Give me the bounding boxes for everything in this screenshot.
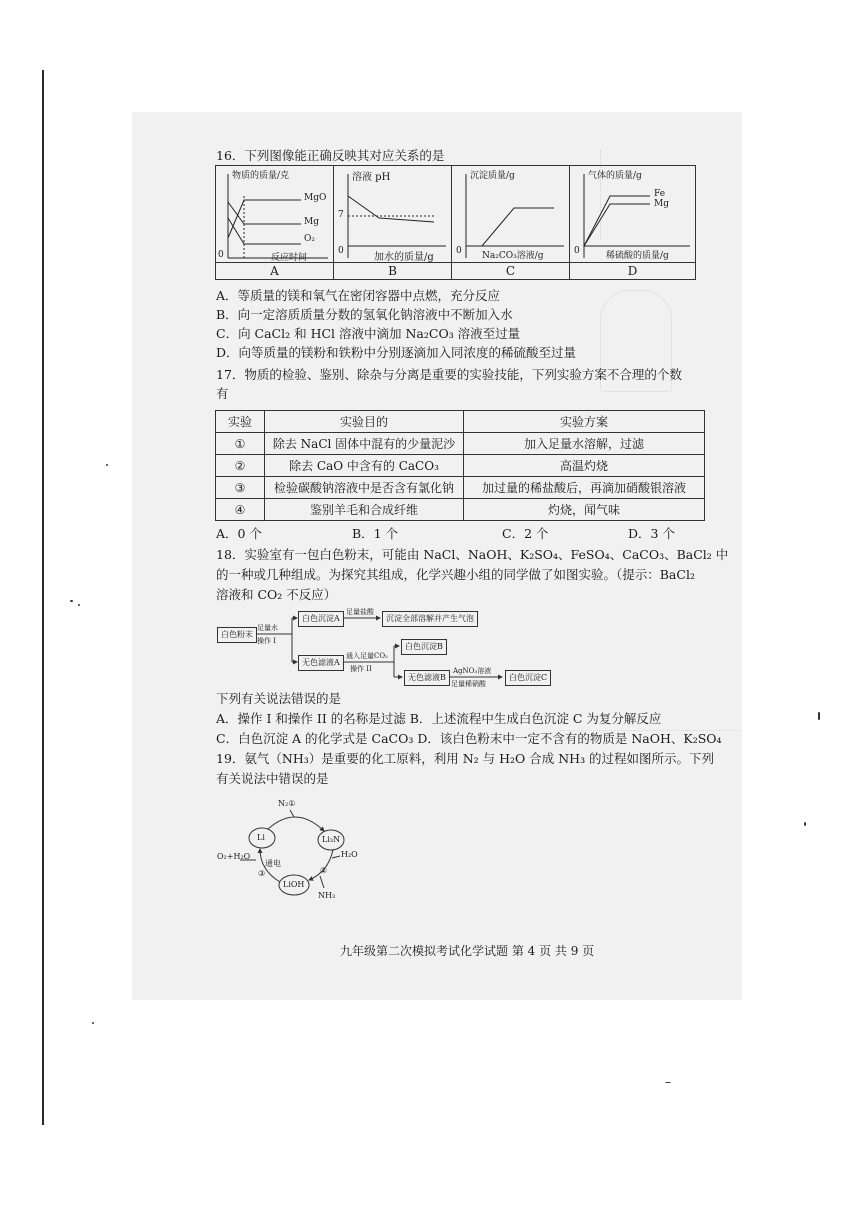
flow-precipitate-a: 白色沉淀A <box>298 611 344 627</box>
graph-b-origin: 0 <box>338 246 344 256</box>
q17-option-c: C．2 个 <box>502 526 549 541</box>
cycle-li: Li <box>257 833 265 842</box>
q16-option-c: C．向 CaCl₂ 和 HCl 溶液中滴加 Na₂CO₃ 溶液至过量 <box>216 326 521 341</box>
row-plan: 加过量的稀盐酸后，再滴加硝酸银溶液 <box>464 477 705 499</box>
table-row <box>216 455 705 477</box>
scan-speck <box>70 600 73 602</box>
q17-option-d: D．3 个 <box>628 526 675 541</box>
graph-a-xlabel: 反应时间 <box>271 253 308 263</box>
scan-speck <box>92 1022 94 1024</box>
flow-white-powder: 白色粉末 <box>217 627 257 643</box>
flow-precipitate-c: 白色沉淀C <box>505 670 551 686</box>
graph-d <box>570 166 695 262</box>
graph-a-label: A <box>216 263 334 280</box>
q18-options-cd: C．白色沉淀 A 的化学式是 CaCO₃ D．该白色粉末中一定不含有的物质是 NaOH、K₂SO₄ <box>216 731 722 746</box>
graph-c-ylabel: 沉淀质量/g <box>470 171 515 181</box>
cycle-o2-h2o: O₂+H₂O <box>217 852 251 861</box>
q17-option-a: A．0 个 <box>216 526 262 541</box>
scan-speck <box>818 712 820 720</box>
q16-stem: 16．下列图像能正确反映其对应关系的是 <box>216 148 445 163</box>
flow-step1-reagent: 足量水 <box>257 624 278 632</box>
flow-filtrate-a: 无色滤液A <box>298 655 344 671</box>
cycle-step2: ② <box>320 866 328 875</box>
scan-speck <box>804 822 806 826</box>
flow-agno3-reagent: AgNO₃溶液 <box>453 667 492 675</box>
q17-option-b: B．1 个 <box>352 526 399 541</box>
cycle-n2-text: N₂ <box>278 799 289 808</box>
cycle-step1: ① <box>288 799 296 808</box>
scan-speck <box>78 604 80 606</box>
row-plan: 灼烧，闻气味 <box>464 499 705 521</box>
table-row <box>216 433 705 455</box>
row-purpose: 检验碳酸钠溶液中是否含有氯化钠 <box>265 477 464 499</box>
q18-stem-line3: 溶液和 CO₂ 不反应） <box>216 587 337 602</box>
q16-option-a: A．等质量的镁和氧气在密闭容器中点燃，充分反应 <box>216 288 501 303</box>
graph-a-ylabel: 物质的质量/克 <box>232 171 290 181</box>
row-purpose: 鉴别羊毛和合成纤维 <box>265 499 464 521</box>
flow-step1-operation: 操作 I <box>257 637 276 645</box>
q17-experiment-table <box>215 410 705 521</box>
cycle-h2o: H₂O <box>341 850 358 859</box>
flow-dissolve-result: 沉淀全部溶解并产生气泡 <box>382 611 478 627</box>
graph-b-xlabel: 加水的质量/g <box>374 252 434 263</box>
q19-stem-line1: 19．氨气（NH₃）是重要的化工原料，利用 N₂ 与 H₂O 合成 NH₃ 的过程如图所示。下列 <box>216 751 715 766</box>
graph-d-curve-mg: Mg <box>654 199 669 209</box>
graph-c-xlabel: Na₂CO₃溶液/g <box>482 251 544 261</box>
cycle-li3n: Li₃N <box>322 835 341 844</box>
row-no: ① <box>216 433 265 455</box>
graph-c-origin: 0 <box>456 246 462 256</box>
table-header-row <box>216 411 705 433</box>
graph-d-curve-fe: Fe <box>654 189 666 199</box>
flow-acid-reagent: 足量盐酸 <box>346 608 374 616</box>
q18-question: 下列有关说法错误的是 <box>216 691 342 706</box>
q19-stem-line2: 有关说法中错误的是 <box>216 771 329 786</box>
graph-b-tick-7: 7 <box>338 210 344 220</box>
bleed-through-text <box>560 730 740 851</box>
header-no: 实验 <box>216 411 265 433</box>
graph-d-origin: 0 <box>574 246 580 256</box>
flow-nitric-acid-reagent: 足量稀硝酸 <box>451 680 486 688</box>
q16-graph-table <box>215 165 696 280</box>
q17-stem-line2: 有 <box>216 386 229 401</box>
q18-options-ab: A．操作 I 和操作 II 的名称是过滤 B．上述流程中生成白色沉淀 C 为复分解反应 <box>216 711 662 726</box>
cycle-power: 通电 <box>265 859 281 868</box>
cycle-n2 <box>278 799 295 808</box>
graph-d-label: D <box>570 263 696 280</box>
cycle-step3: ③ <box>258 869 266 878</box>
flow-step2-operation: 操作 II <box>350 665 372 673</box>
table-row <box>216 477 705 499</box>
graph-d-ylabel: 气体的质量/g <box>588 171 642 181</box>
cycle-lioh: LiOH <box>283 880 305 889</box>
graph-b <box>334 166 451 262</box>
page-footer: 九年级第二次模拟考试化学试题 第 4 页 共 9 页 <box>340 944 595 958</box>
row-purpose: 除去 CaO 中含有的 CaCO₃ <box>265 455 464 477</box>
graph-a-curve-mg: Mg <box>304 217 319 227</box>
table-row <box>216 499 705 521</box>
graph-b-label: B <box>334 263 452 280</box>
graph-c-label: C <box>452 263 570 280</box>
graph-a <box>216 166 333 262</box>
header-plan: 实验方案 <box>464 411 705 433</box>
graph-b-ylabel: 溶液 pH <box>352 172 391 183</box>
graph-a-curve-mgo: MgO <box>304 193 327 203</box>
flow-co2-reagent: 通入足量CO₂ <box>346 652 388 660</box>
row-no: ③ <box>216 477 265 499</box>
graph-a-origin: 0 <box>218 250 224 260</box>
row-purpose: 除去 NaCl 固体中混有的少量泥沙 <box>265 433 464 455</box>
header-purpose: 实验目的 <box>265 411 464 433</box>
row-no: ② <box>216 455 265 477</box>
scan-edge-line <box>42 70 44 1125</box>
row-plan: 高温灼烧 <box>464 455 705 477</box>
q18-stem-line2: 的一种或几种组成。为探究其组成，化学兴趣小组的同学做了如图实验。（提示：BaCl₂ <box>216 567 695 582</box>
flow-precipitate-b: 白色沉淀B <box>401 639 447 655</box>
row-no: ④ <box>216 499 265 521</box>
flow-filtrate-b: 无色滤液B <box>404 670 450 686</box>
graph-c <box>452 166 569 262</box>
graph-d-xlabel: 稀硫酸的质量/g <box>606 251 669 261</box>
q18-stem-line1: 18．实验室有一包白色粉末，可能由 NaCl、NaOH、K₂SO₄、FeSO₄、CaCO₃、BaCl₂ 中 <box>216 547 729 562</box>
scan-speck <box>665 1082 671 1083</box>
scan-speck <box>106 464 108 466</box>
cycle-nh3: NH₃ <box>318 891 336 900</box>
graph-a-curve-o2: O₂ <box>304 234 315 244</box>
q16-option-b: B．向一定溶质质量分数的氢氧化钠溶液中不断加入水 <box>216 307 513 322</box>
q17-stem-line1: 17．物质的检验、鉴别、除杂与分离是重要的实验技能，下列实验方案不合理的个数 <box>216 367 682 382</box>
row-plan: 加入足量水溶解，过滤 <box>464 433 705 455</box>
q16-option-d: D．向等质量的镁粉和铁粉中分别逐滴加入同浓度的稀硫酸至过量 <box>216 345 577 360</box>
